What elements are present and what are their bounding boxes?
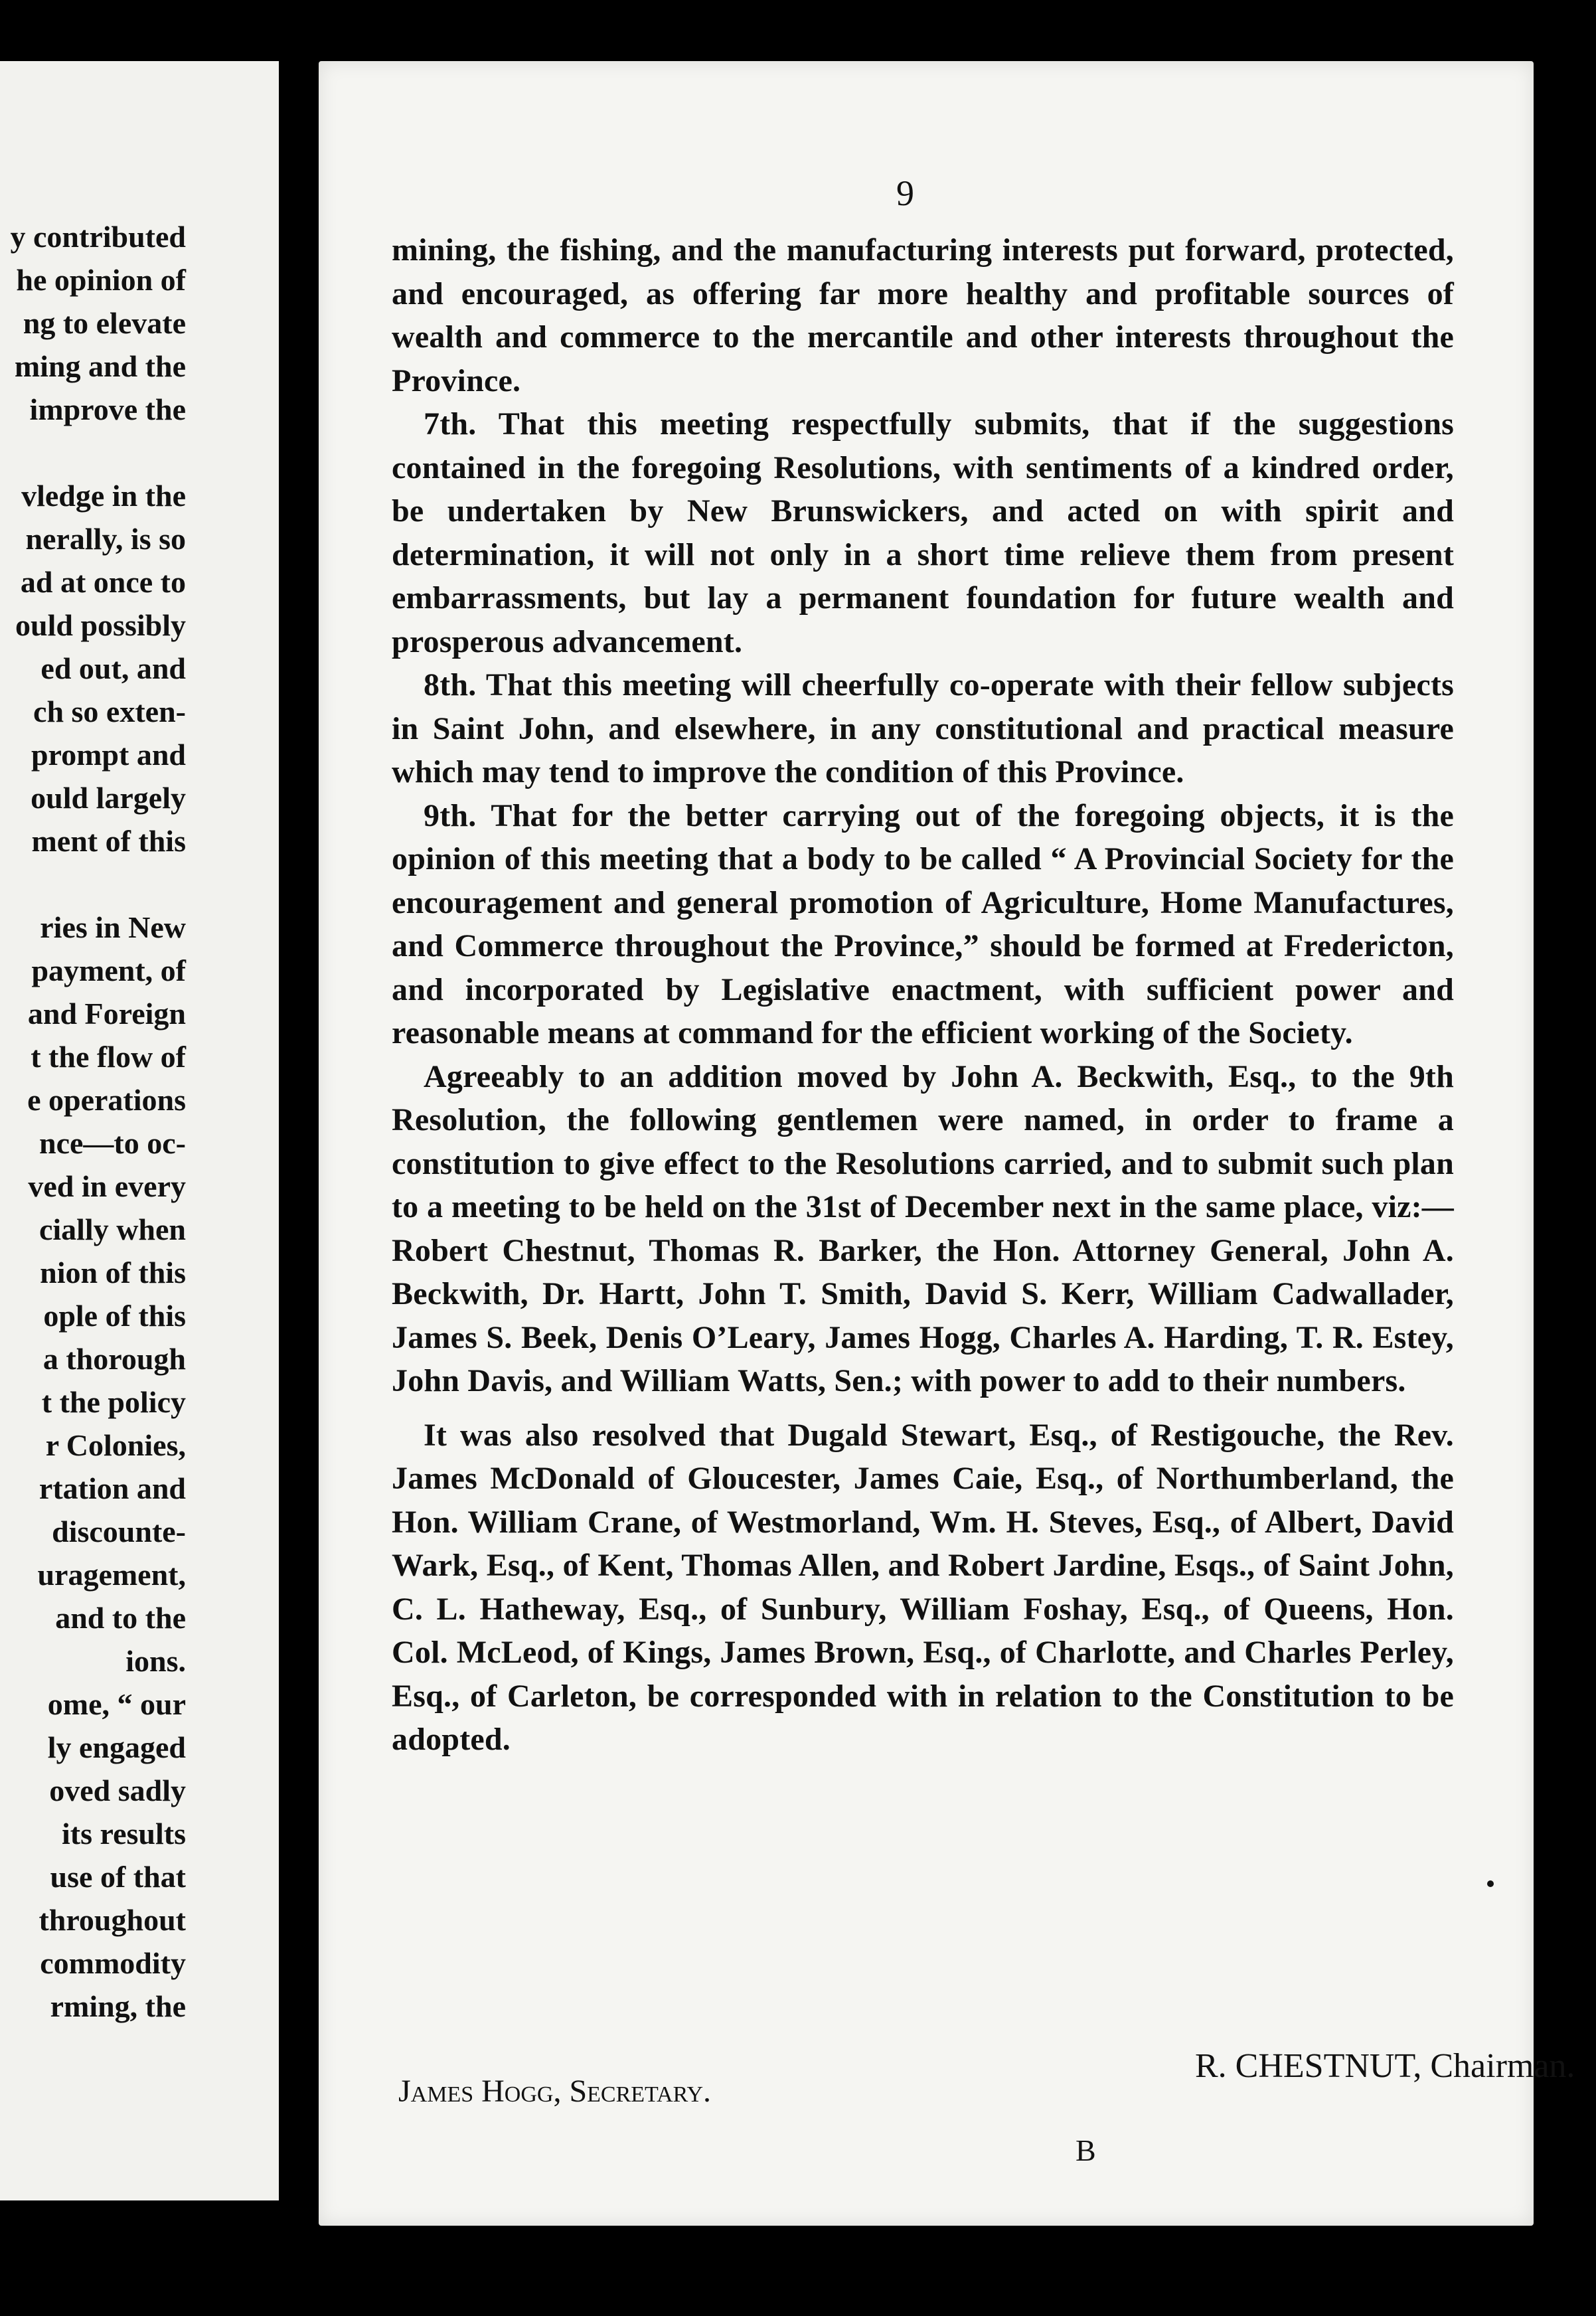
- left-line: nce—to oc-: [39, 1126, 186, 1160]
- left-line: ions.: [125, 1644, 186, 1678]
- chairman-signature: R. CHESTNUT, Chairman.: [1195, 2047, 1575, 2085]
- left-line: [0, 863, 186, 906]
- left-line: ople of this: [43, 1299, 186, 1333]
- left-line: its results: [62, 1817, 186, 1851]
- left-line: uragement,: [37, 1558, 186, 1592]
- left-line: ved in every: [28, 1169, 186, 1203]
- left-line: use of that: [50, 1860, 186, 1894]
- left-line: oved sadly: [49, 1774, 186, 1807]
- left-line: ch so exten-: [33, 695, 186, 728]
- left-line: throughout: [39, 1903, 186, 1937]
- left-line: ould possibly: [15, 608, 186, 642]
- left-line: vledge in the: [21, 479, 186, 513]
- left-line: nion of this: [40, 1256, 186, 1289]
- left-line: prompt and: [31, 738, 186, 772]
- left-page: [0, 61, 279, 2200]
- left-line: e operations: [27, 1083, 186, 1117]
- left-line: nerally, is so: [25, 522, 186, 556]
- left-line: payment, of: [31, 953, 186, 987]
- signature-mark: B: [1076, 2133, 1096, 2167]
- left-line: t the policy: [41, 1385, 186, 1419]
- left-line: r Colonies,: [45, 1428, 186, 1462]
- left-line: ly engaged: [47, 1730, 186, 1764]
- left-line: ome, “ our: [47, 1687, 186, 1721]
- left-line: discounte-: [52, 1515, 186, 1548]
- left-line: y contributed: [10, 220, 186, 254]
- correspondents-paragraph: It was also resolved that Dugald Stewart, Esq., of Restigouche, the Rev. James McDonald of Gloucester, James Caie, Esq., of Northumberland, the Hon. William Crane, of Westmorland, Wm. H. Steves, Esq., of Albert, David Wark, Esq., of Kent, Thomas Allen, and Robert Jardine, Esqs., of Saint John, C. L. Hatheway, Esq., of Sunbury, William Foshay, Esq., of Queens, Hon. Col. McLeod, of Kings, James Brown, Esq., of Charlotte, and Charles Perley, Esq., of Carleton, be corresponded with in relation to the Constitution to be adopted.: [392, 1417, 1454, 1757]
- resolution-8: 8th. That this meeting will cheerfully co-operate with their fellow subjects in Saint John, and elsewhere, in any constitutional and practical measure which may tend to improve the condition of this Province.: [392, 667, 1454, 789]
- body-text: [392, 228, 1454, 1762]
- left-line: ed out, and: [40, 651, 186, 685]
- left-line: improve the: [29, 392, 186, 426]
- left-line: cially when: [39, 1212, 186, 1246]
- left-line: ould largely: [31, 781, 186, 815]
- secretary-signature: James Hogg, Secretary.: [398, 2074, 712, 2109]
- committee-paragraph: Agreeably to an addition moved by John A. Beckwith, Esq., to the 9th Resolution, the following gentlemen were named, in order to frame a constitution to give effect to the Resolutions carried, and to submit such plan to a meeting to be held on the 31st of December next in the same place, viz:—Robert Chestnut, Thomas R. Barker, the Hon. Attorney General, John A. Beckwith, Dr. Hartt, John T. Smith, David S. Kerr, William Cadwallader, James S. Beek, Denis O’Leary, James Hogg, Charles A. Harding, T. R. Estey, John Davis, and William Watts, Sen.; with power to add to their numbers.: [392, 1058, 1454, 1398]
- left-line: rming, the: [50, 1989, 186, 2023]
- ink-speck: [1487, 1880, 1494, 1887]
- page-number: 9: [896, 173, 914, 213]
- page-gutter: [279, 61, 319, 2200]
- paragraph-continuation: mining, the fishing, and the manufacturing interests put forward, protected, and encouraged, as offering far more healthy and profitable sources of wealth and commerce to the mercantile and other interests throughout the Province.: [392, 232, 1454, 398]
- left-line: a thorough: [42, 1342, 186, 1376]
- resolution-7: 7th. That this meeting respectfully submits, that if the suggestions contained in the foregoing Resolutions, with sentiments of a kindred order, be undertaken by New Brunswickers, and acted on with spirit and determination, it will not only in a short time relieve them from present embarrassments, but lay a permanent foundation for future wealth and prosperous advancement.: [392, 406, 1454, 659]
- left-line: ries in New: [40, 910, 186, 944]
- right-page: [319, 61, 1575, 2226]
- resolution-9: 9th. That for the better carrying out of the foregoing objects, it is the opinion of this meeting that a body to be called “ A Provincial Society for the encouragement and general promotion of Agriculture, Home Manufactures, and Commerce throughout the Province,” should be formed at Fredericton, and incorporated by Legislative enactment, with sufficient power and reasonable means at command for the efficient working of the Society.: [392, 797, 1454, 1050]
- left-line: rtation and: [39, 1471, 186, 1505]
- left-line: [0, 431, 186, 474]
- left-line: he opinion of: [16, 263, 186, 297]
- left-line: ment of this: [31, 824, 186, 858]
- left-line: t the flow of: [31, 1040, 186, 1074]
- left-line: ming and the: [14, 349, 186, 383]
- left-line: and Foreign: [27, 997, 186, 1031]
- left-page-text: [0, 215, 186, 2028]
- left-line: ad at once to: [20, 565, 186, 599]
- left-line: ng to elevate: [23, 306, 186, 340]
- left-line: commodity: [40, 1946, 186, 1980]
- left-line: and to the: [55, 1601, 186, 1635]
